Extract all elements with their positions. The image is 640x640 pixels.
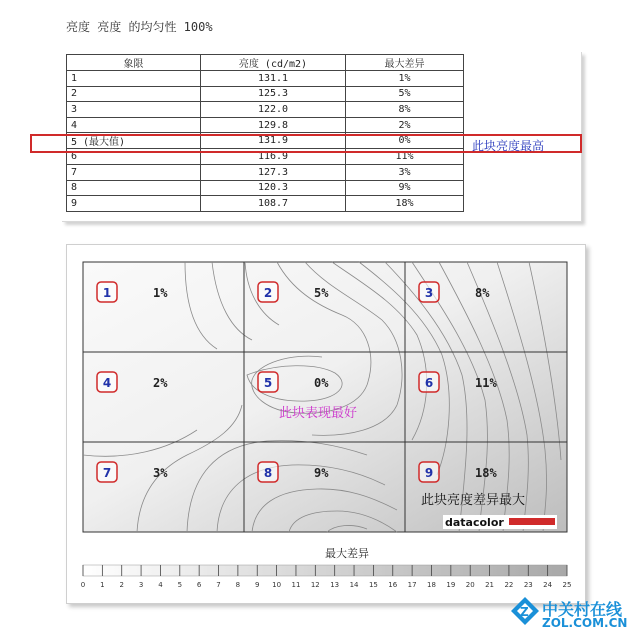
- scale-tick-label: 7: [216, 581, 221, 589]
- brightness-cell: 127.3: [201, 164, 346, 180]
- max-difference-cell: 3%: [346, 164, 464, 180]
- brightness-cell: 131.9: [201, 133, 346, 149]
- scale-tick-label: 21: [485, 581, 495, 589]
- quadrant-difference: 0%: [314, 376, 329, 390]
- scale-tick-label: 5: [177, 581, 183, 589]
- quadrant-cell: 9: [67, 196, 201, 212]
- table-row: [67, 180, 464, 196]
- quadrant-difference: 3%: [153, 466, 168, 480]
- max-difference-cell: 5%: [346, 86, 464, 102]
- quadrant-number: 4: [102, 376, 112, 390]
- column-header: 象限: [67, 55, 201, 71]
- scale-tick-label: 3: [138, 581, 144, 589]
- scale-tick-label: 18: [427, 581, 436, 589]
- quadrant-number: 1: [102, 286, 112, 300]
- uniformity-table: [66, 54, 464, 212]
- scale-tick-label: 6: [196, 581, 202, 589]
- quadrant-number: 7: [102, 466, 112, 480]
- scale-tick-label: 11: [291, 581, 301, 589]
- scale-tick-label: 20: [465, 581, 475, 589]
- table-row: [67, 102, 464, 118]
- scale-label: 最大差异: [325, 547, 369, 560]
- max-difference-cell: 11%: [346, 149, 464, 165]
- scale-tick-label: 2: [119, 581, 124, 589]
- quadrant-number: 6: [424, 376, 434, 390]
- quadrant-cell: 8: [67, 180, 201, 196]
- scale-tick-label: 10: [272, 581, 282, 589]
- zol-logo-icon: [510, 596, 540, 626]
- table-row: [67, 117, 464, 133]
- quadrant-number: 5: [263, 376, 273, 390]
- table-row: [67, 71, 464, 87]
- svg-text:Z: Z: [520, 605, 529, 619]
- scale-tick-label: 8: [235, 581, 241, 589]
- brightness-cell: 125.3: [201, 86, 346, 102]
- brightness-cell: 122.0: [201, 102, 346, 118]
- table-header-row: [67, 55, 464, 71]
- brightness-cell: 116.9: [201, 149, 346, 165]
- column-header: 亮度 (cd/m2): [201, 55, 346, 71]
- quadrant-number: 9: [424, 466, 434, 480]
- datacolor-logo-text: datacolor: [445, 516, 504, 529]
- scale-bar: [83, 565, 567, 576]
- max-difference-cell: 2%: [346, 117, 464, 133]
- scale-tick-label: 13: [330, 581, 340, 589]
- max-difference-cell: 0%: [346, 133, 464, 149]
- quadrant-cell: 7: [67, 164, 201, 180]
- quadrant-cell: 6: [67, 149, 201, 165]
- scale-tick-label: 25: [562, 581, 572, 589]
- max-difference-cell: 18%: [346, 196, 464, 212]
- scale-tick-label: 22: [504, 581, 514, 589]
- scale-tick-label: 16: [388, 581, 398, 589]
- quadrant-difference: 2%: [153, 376, 168, 390]
- table-row: [67, 196, 464, 212]
- worst-area-note: 此块亮度差异最大: [421, 493, 526, 508]
- quadrant-difference: 5%: [314, 286, 329, 300]
- max-difference-cell: 8%: [346, 102, 464, 118]
- quadrant-difference: 11%: [475, 376, 497, 390]
- quadrant-cell: 5 (最大值): [67, 133, 201, 149]
- scale-tick-label: 9: [255, 581, 260, 589]
- scale-tick-label: 0: [80, 581, 86, 589]
- quadrant-cell: 3: [67, 102, 201, 118]
- table-row: [67, 164, 464, 180]
- scale-tick-label: 1: [100, 581, 105, 589]
- scale-tick-label: 15: [368, 581, 378, 589]
- scale-tick-label: 14: [349, 581, 359, 589]
- scale-tick-label: 24: [543, 581, 553, 589]
- uniformity-map-panel: [66, 244, 586, 604]
- scale-tick-label: 4: [158, 581, 163, 589]
- quadrant-difference: 9%: [314, 466, 329, 480]
- scale-tick-label: 23: [523, 581, 533, 589]
- quadrant-difference: 8%: [475, 286, 490, 300]
- quadrant-cell: 4: [67, 117, 201, 133]
- quadrant-difference: 18%: [475, 466, 497, 480]
- scale-tick-label: 19: [446, 581, 456, 589]
- datacolor-logo: [443, 515, 557, 529]
- scale-tick-label: 17: [407, 581, 417, 589]
- brightness-cell: 108.7: [201, 196, 346, 212]
- watermark-cn: 中关村在线: [542, 600, 623, 619]
- scale-tick-label: 12: [310, 581, 320, 589]
- quadrant-cell: 2: [67, 86, 201, 102]
- watermark-en: ZOL.COM.CN: [542, 616, 628, 630]
- quadrant-number: 3: [424, 286, 434, 300]
- brightness-cell: 129.8: [201, 117, 346, 133]
- brightness-cell: 120.3: [201, 180, 346, 196]
- quadrant-number: 2: [263, 286, 273, 300]
- max-difference-cell: 1%: [346, 71, 464, 87]
- max-difference-cell: 9%: [346, 180, 464, 196]
- uniformity-map: [67, 245, 587, 605]
- map-background: [83, 262, 567, 532]
- quadrant-number: 8: [263, 466, 273, 480]
- table-row: [67, 86, 464, 102]
- quadrant-difference: 1%: [153, 286, 168, 300]
- page-title: 亮度 亮度 的均匀性 100%: [66, 20, 213, 34]
- column-header: 最大差异: [346, 55, 464, 71]
- quadrant-cell: 1: [67, 71, 201, 87]
- max-brightness-note: 此块亮度最高: [472, 139, 545, 153]
- best-area-note: 此块表现最好: [279, 406, 358, 421]
- brightness-cell: 131.1: [201, 71, 346, 87]
